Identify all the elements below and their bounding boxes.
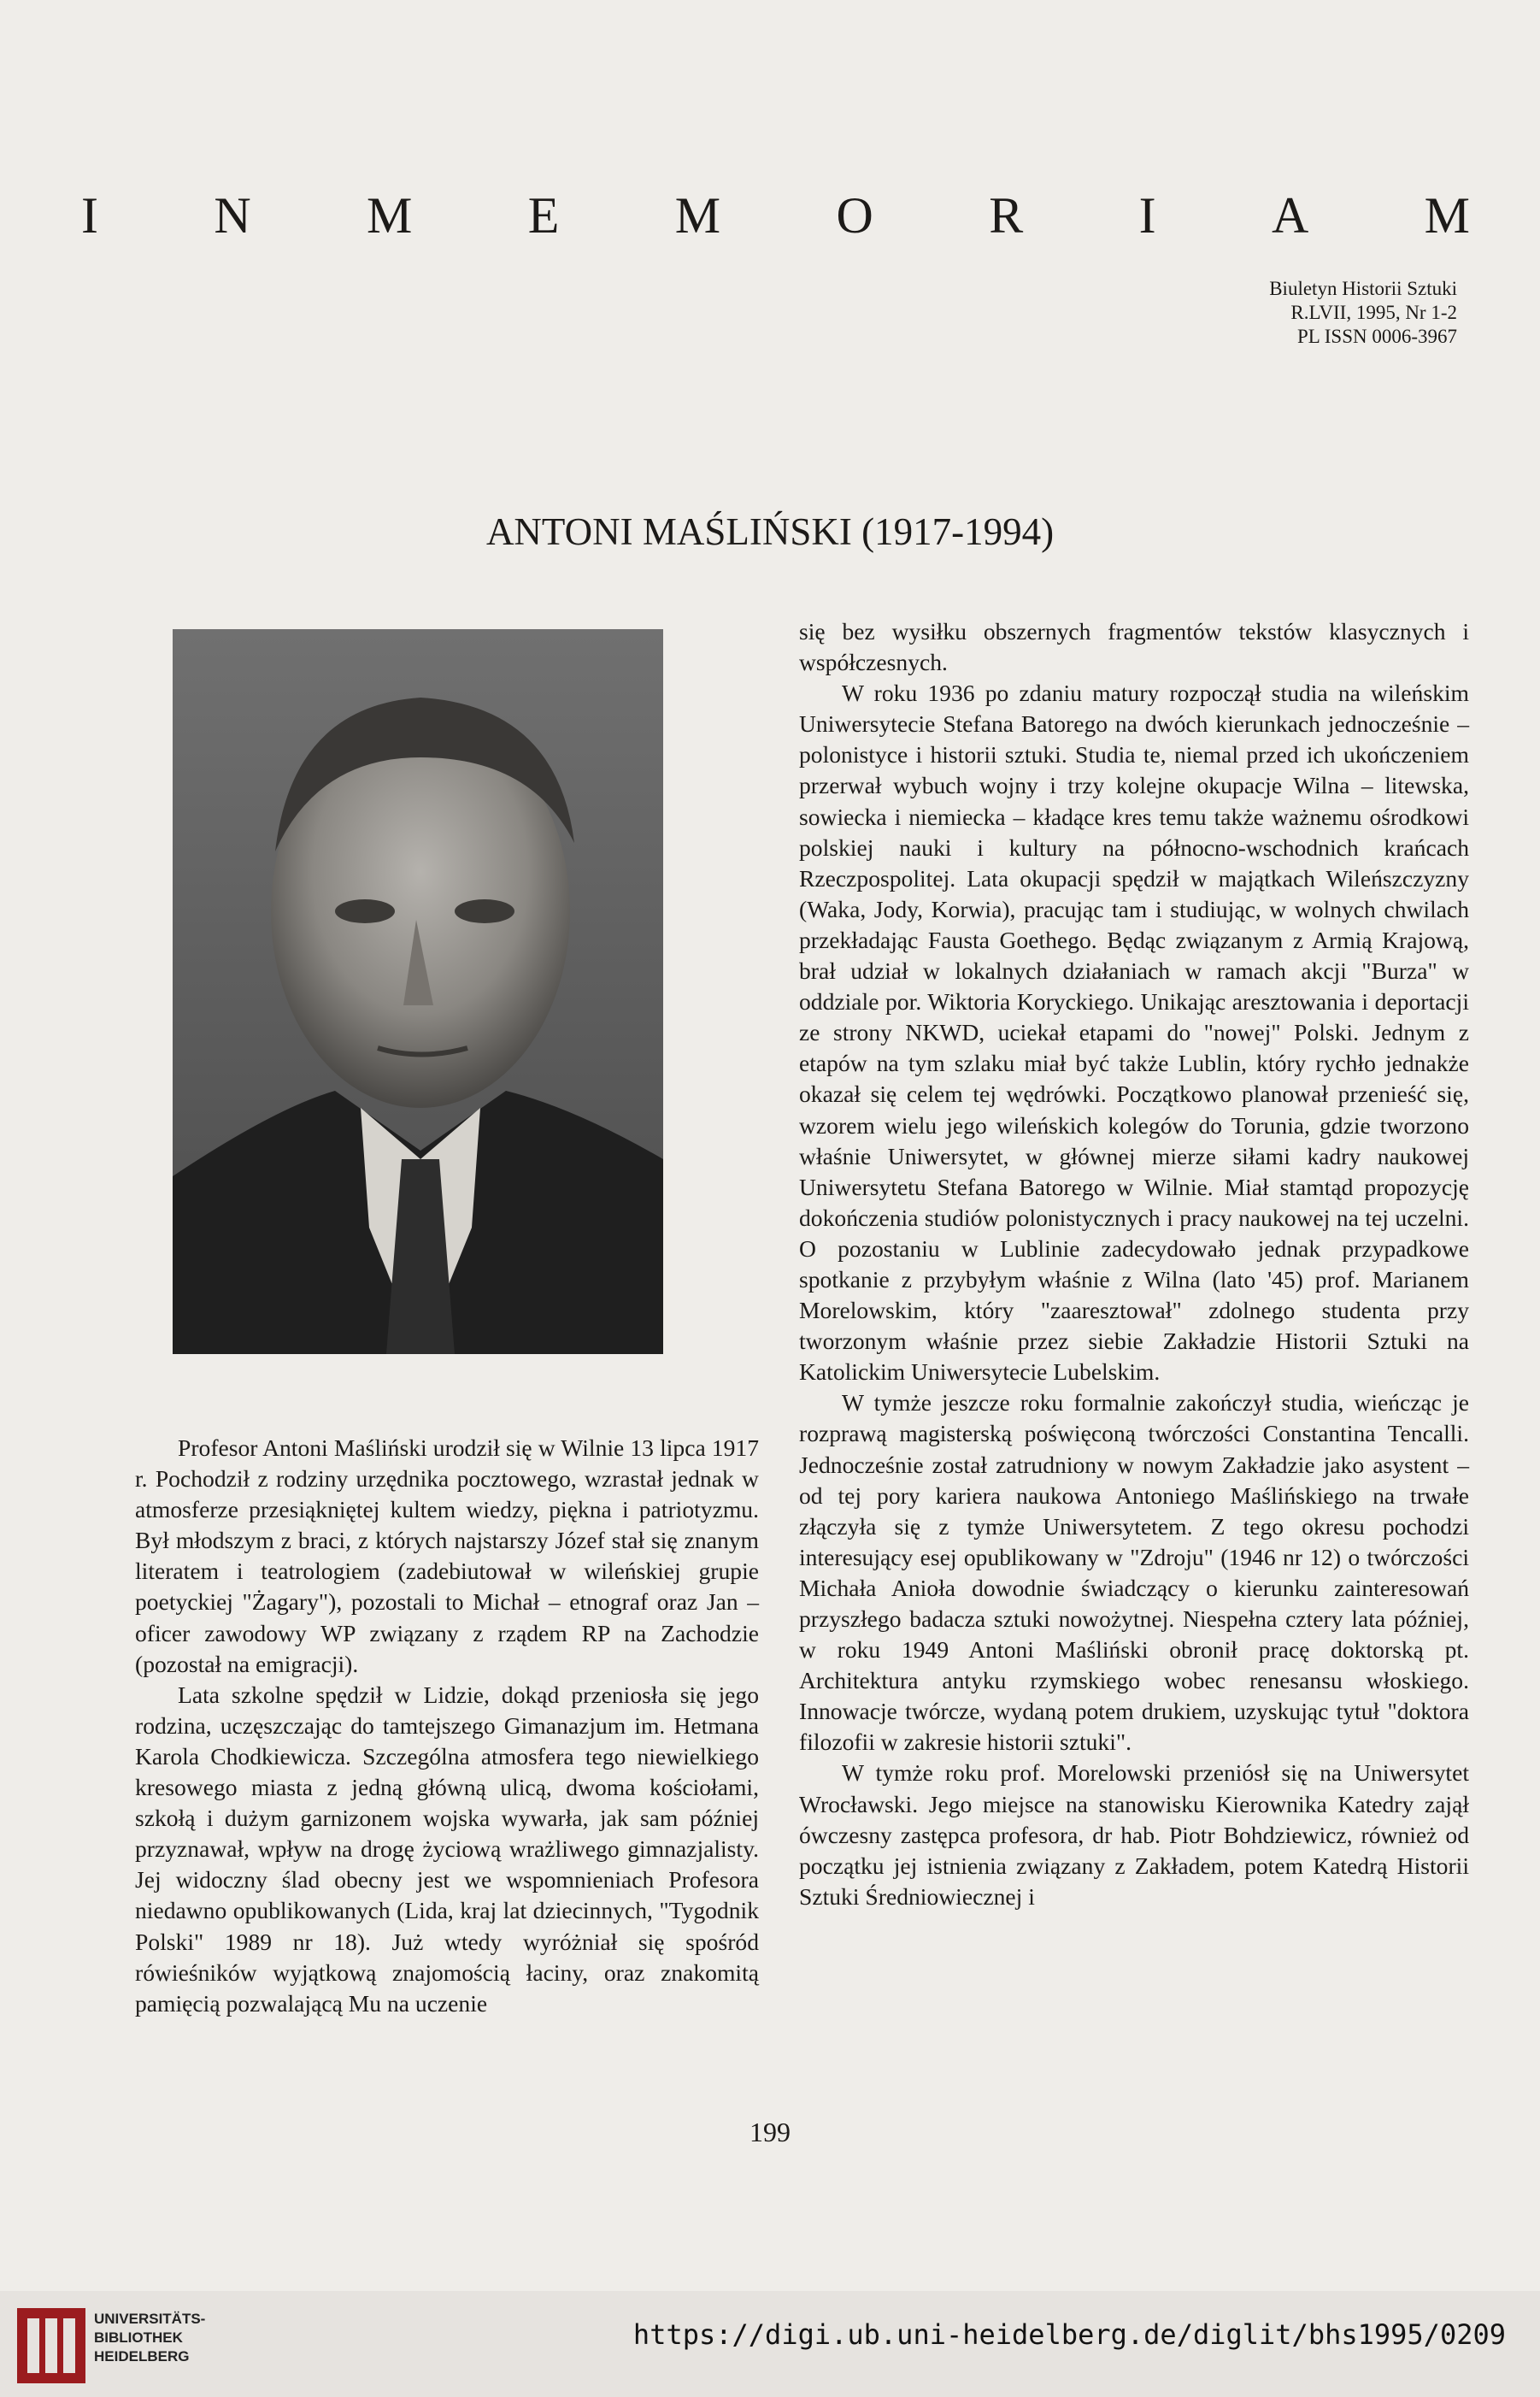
page-number: 199 — [749, 2117, 791, 2147]
library-name-line: UNIVERSITÄTS- — [94, 2311, 206, 2327]
library-name-line: BIBLIOTHEK — [94, 2329, 183, 2346]
paragraph: W tymże jeszcze roku formalnie zakończył studia, wieńcząc je rozprawą magisterską poświęconą twórczości Constantina Tencalli. Jednocześnie został zatrudniony w nowym Zakładzie jako asystent – od tej pory kariera naukowa Antoniego Maślińskiego na trwałe złączyła się z tymże Uniwersytetem. Z tego okresu pochodzi interesujący esej opublikowany w "Zdroju" (1946 nr 12) o twórczości Michała Anioła dowodnie świadczący o kierunku zainteresowań przyszłego badacza sztuki nowożytnej. Niespełna cztery lata później, w roku 1949 Antoni Maśliński obronił pracę doktorską pt. Architektura antyku rzymskiego wobec renesansu włoskiego. Innowacje twórcze, wydaną potem drukiem, uzyskując tytuł "doktora filozofii w zakresie historii sztuki". — [799, 1389, 1469, 1756]
heading-letter: O — [836, 187, 873, 244]
library-name-line: HEIDELBERG — [94, 2348, 190, 2365]
heading-letter: E — [527, 187, 560, 244]
journal-volume: R.LVII, 1995, Nr 1-2 — [1290, 302, 1457, 323]
heading-letter: M — [674, 187, 721, 244]
heading-letter: N — [214, 187, 251, 244]
university-library-logo-icon — [15, 2306, 87, 2385]
heading-letter: I — [1138, 187, 1156, 244]
journal-info — [1269, 277, 1457, 349]
library-name — [94, 2310, 205, 2366]
paragraph: W roku 1936 po zdaniu matury rozpoczął studia na wileńskim Uniwersytecie Stefana Batorego na dwóch kierunkach jednocześnie – polonistyce i historii sztuki. Studia te, niemal przed ich ukończeniem przerwał wybuch wojny i trzy kolejne okupacje Wilna – litewska, sowiecka i niemiecka – kładące kres temu także ważnemu ośrodkowi polskiej nauki i kultury na północno-wschodnich krańcach Rzeczpospolitej. Lata okupacji spędził w majątkach Wileńszczyzny (Waka, Jody, Korwia), pracując tam i studiując, w wolnych chwilach przekładając Fausta Goethego. Będąc związanym z Armią Krajową, brał udział w lokalnych działaniach w ramach akcji "Burza" w oddziale por. Wiktoria Koryckiego. Unikając aresztowania i deportacji ze strony NKWD, uciekał etapami do "nowej" Polski. Jednym z etapów na tym szlaku miał być także Lublin, który rychło jednakże okazał się celem tej wędrówki. Początkowo planował przenieść się, wzorem wielu jego wileńskich kolegów do Torunia, gdzie tworzono właśnie Uniwersytet, w głównej mierze siłami kadry naukowej Uniwersytetu Stefana Batorego w Wilnie. Miał stamtąd propozycję dokończenia studiów polonistycznych i pracy naukowej na tej uczelni. O pozostaniu w Lublinie zadecydowało jednak przypadkowe spotkanie z przybyłym właśnie z Wilna (lato '45) prof. Marianem Morelowskim, który "zaaresztował" zdolnego studenta przy tworzonym właśnie przez siebie Zakładzie Historii Sztuki na Katolickim Uniwersytecie Lubelskim. — [799, 680, 1469, 1386]
paragraph: Lata szkolne spędził w Lidzie, dokąd przeniosła się jego rodzina, uczęszczając do tamtejszego Gimanazjum im. Hetmana Karola Chodkiewicza. Szczególna atmosfera tego niewielkiego kresowego miasta z jedną główną ulicą, dwoma kościołami, szkołą i dużym garnizonem wojska wywarła, jak sam później przyznawał, wpływ na drogę życiową wrażliwego gimnazjalisty. Jej widoczny ślad obecny jest we wspomnieniach Profesora niedawno opublikowanych (Lida, kraj lat dziecinnych, "Tygodnik Polski" 1989 nr 18). Już wtedy wyróżniał się spośród rówieśników wyjątkową znajomością łaciny, oraz znakomitą pamięcią pozwalającą Mu na uczenie — [135, 1681, 759, 2017]
left-column — [135, 1433, 759, 2019]
in-memoriam-heading — [81, 186, 1470, 245]
paragraph: się bez wysiłku obszernych fragmentów tekstów klasycznych i współczesnych. — [799, 618, 1469, 676]
paragraph: W tymże roku prof. Morelowski przeniósł się na Uniwersytet Wrocławski. Jego miejsce na stanowisku Kierownika Katedry zajął ówczesny zastępca profesora, dr hab. Piotr Bohdziewicz, również od początku jej istnienia związany z Zakładem, potem Katedrą Historii Sztuki Średniowiecznej i — [799, 1759, 1469, 1910]
article-title: ANTONI MAŚLIŃSKI (1917-1994) — [485, 510, 1055, 553]
portrait-photo — [173, 629, 663, 1354]
heading-letter: M — [367, 187, 413, 244]
heading-letter: M — [1424, 187, 1470, 244]
journal-name: Biuletyn Historii Sztuki — [1269, 278, 1457, 299]
portrait-illustration — [173, 629, 663, 1354]
document-url-link[interactable]: https://digi.ub.uni-heidelberg.de/diglit/bhs1995/0209 — [632, 2318, 1506, 2351]
paragraph: Profesor Antoni Maśliński urodził się w Wilnie 13 lipca 1917 r. Pochodził z rodziny urzędnika pocztowego, wzrastał jednak w atmosferze przesiąkniętej kultem wiedzy, piękna i patriotyzmu. Był młodszym z braci, z których najstarszy Józef stał się znanym literatem i teatrologiem (zadebiutował w wileńskiej grupie poetyckiej "Żagary"), pozostali to Michał – etnograf oraz Jan – oficer zawodowy WP związany z rządem RP na Zachodzie (pozostał na emigracji). — [135, 1434, 759, 1677]
right-column — [799, 616, 1469, 1912]
heading-letter: A — [1271, 187, 1309, 244]
heading-letter: I — [81, 187, 98, 244]
heading-letter: R — [989, 187, 1024, 244]
journal-issn: PL ISSN 0006-3967 — [1297, 326, 1457, 347]
